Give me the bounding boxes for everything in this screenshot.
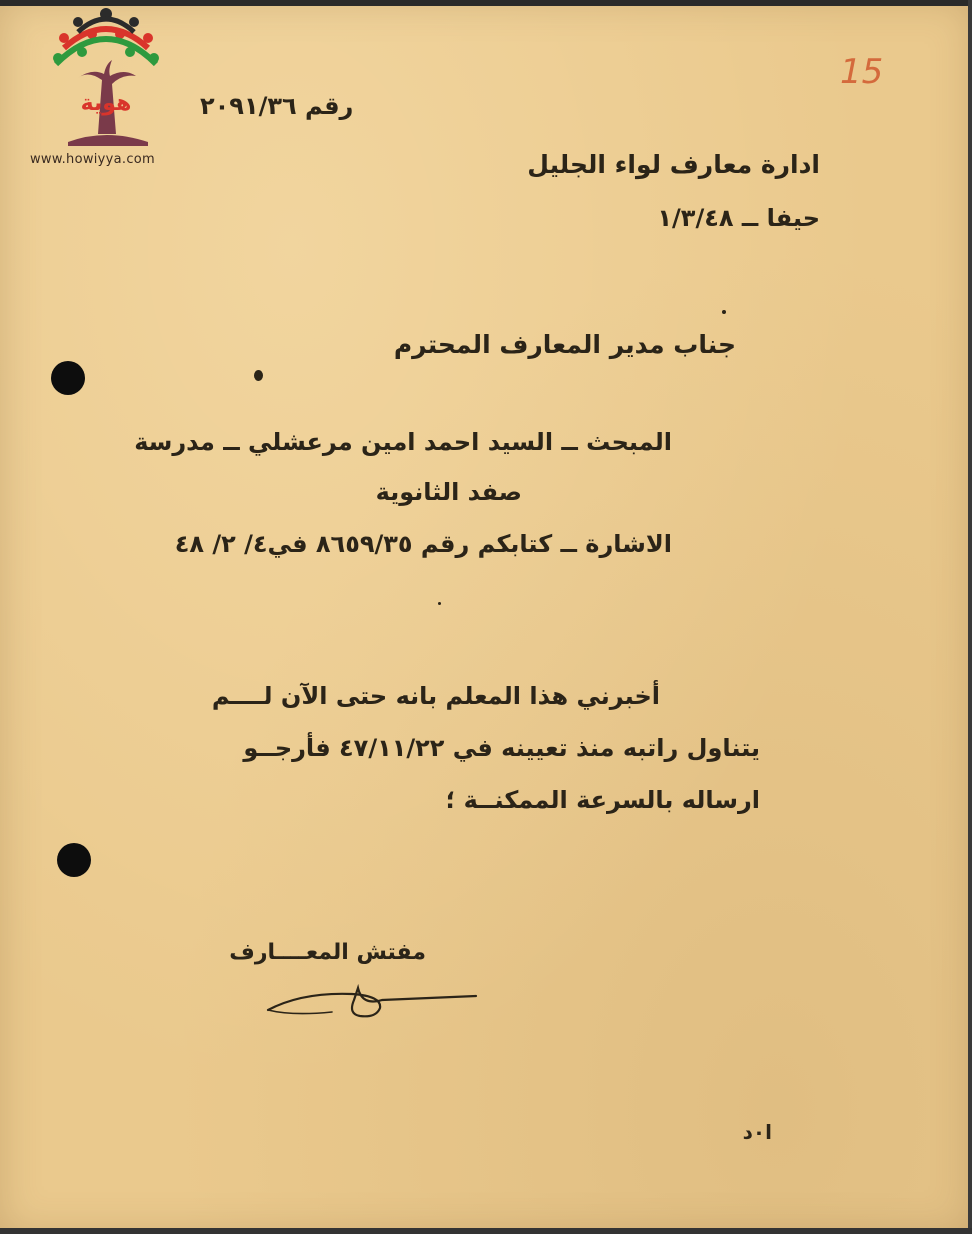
signature-title: مفتش المعــــارف bbox=[229, 940, 426, 965]
watermark-url: www.howiyya.com bbox=[30, 152, 156, 167]
ink-speck bbox=[722, 310, 726, 314]
department-header: ادارة معارف لواء الجليل bbox=[527, 150, 820, 179]
family-tree-icon bbox=[48, 4, 164, 152]
body-line: ارساله بالسرعة الممكنــة ؛ bbox=[445, 786, 760, 814]
page-number: 15 bbox=[840, 52, 884, 92]
logo-text: هوية bbox=[80, 91, 132, 116]
ink-speck bbox=[438, 602, 441, 605]
punch-hole-top bbox=[51, 361, 85, 395]
subject-line-continued: صفد الثانوية bbox=[375, 478, 522, 506]
footer-code: ا٠د bbox=[742, 1120, 772, 1144]
scan-edge-right bbox=[968, 0, 972, 1234]
addressee: جناب مدير المعارف المحترم bbox=[393, 330, 736, 359]
ink-speck bbox=[254, 370, 263, 381]
reference-line: الاشارة ــ كتابكم رقم ٨٦٥٩/٣٥ في٤/ ٢/ ٤٨ bbox=[174, 530, 672, 558]
subject-line: المبحث ــ السيد احمد امين مرعشلي ــ مدرسة bbox=[134, 428, 672, 456]
place-date: حيفا ــ ١/٣/٤٨ bbox=[657, 204, 820, 232]
handwritten-signature bbox=[262, 970, 482, 1030]
punch-hole-bottom bbox=[57, 843, 91, 877]
body-line: أخبرني هذا المعلم بانه حتى الآن لــــم bbox=[211, 682, 660, 710]
reference-number: رقم ٢٠٩١/٣٦ bbox=[200, 92, 354, 120]
body-line: يتناول راتبه منذ تعيينه في ٤٧/١١/٢٢ فأرجــو bbox=[243, 734, 760, 762]
scan-edge-bottom bbox=[0, 1228, 972, 1234]
